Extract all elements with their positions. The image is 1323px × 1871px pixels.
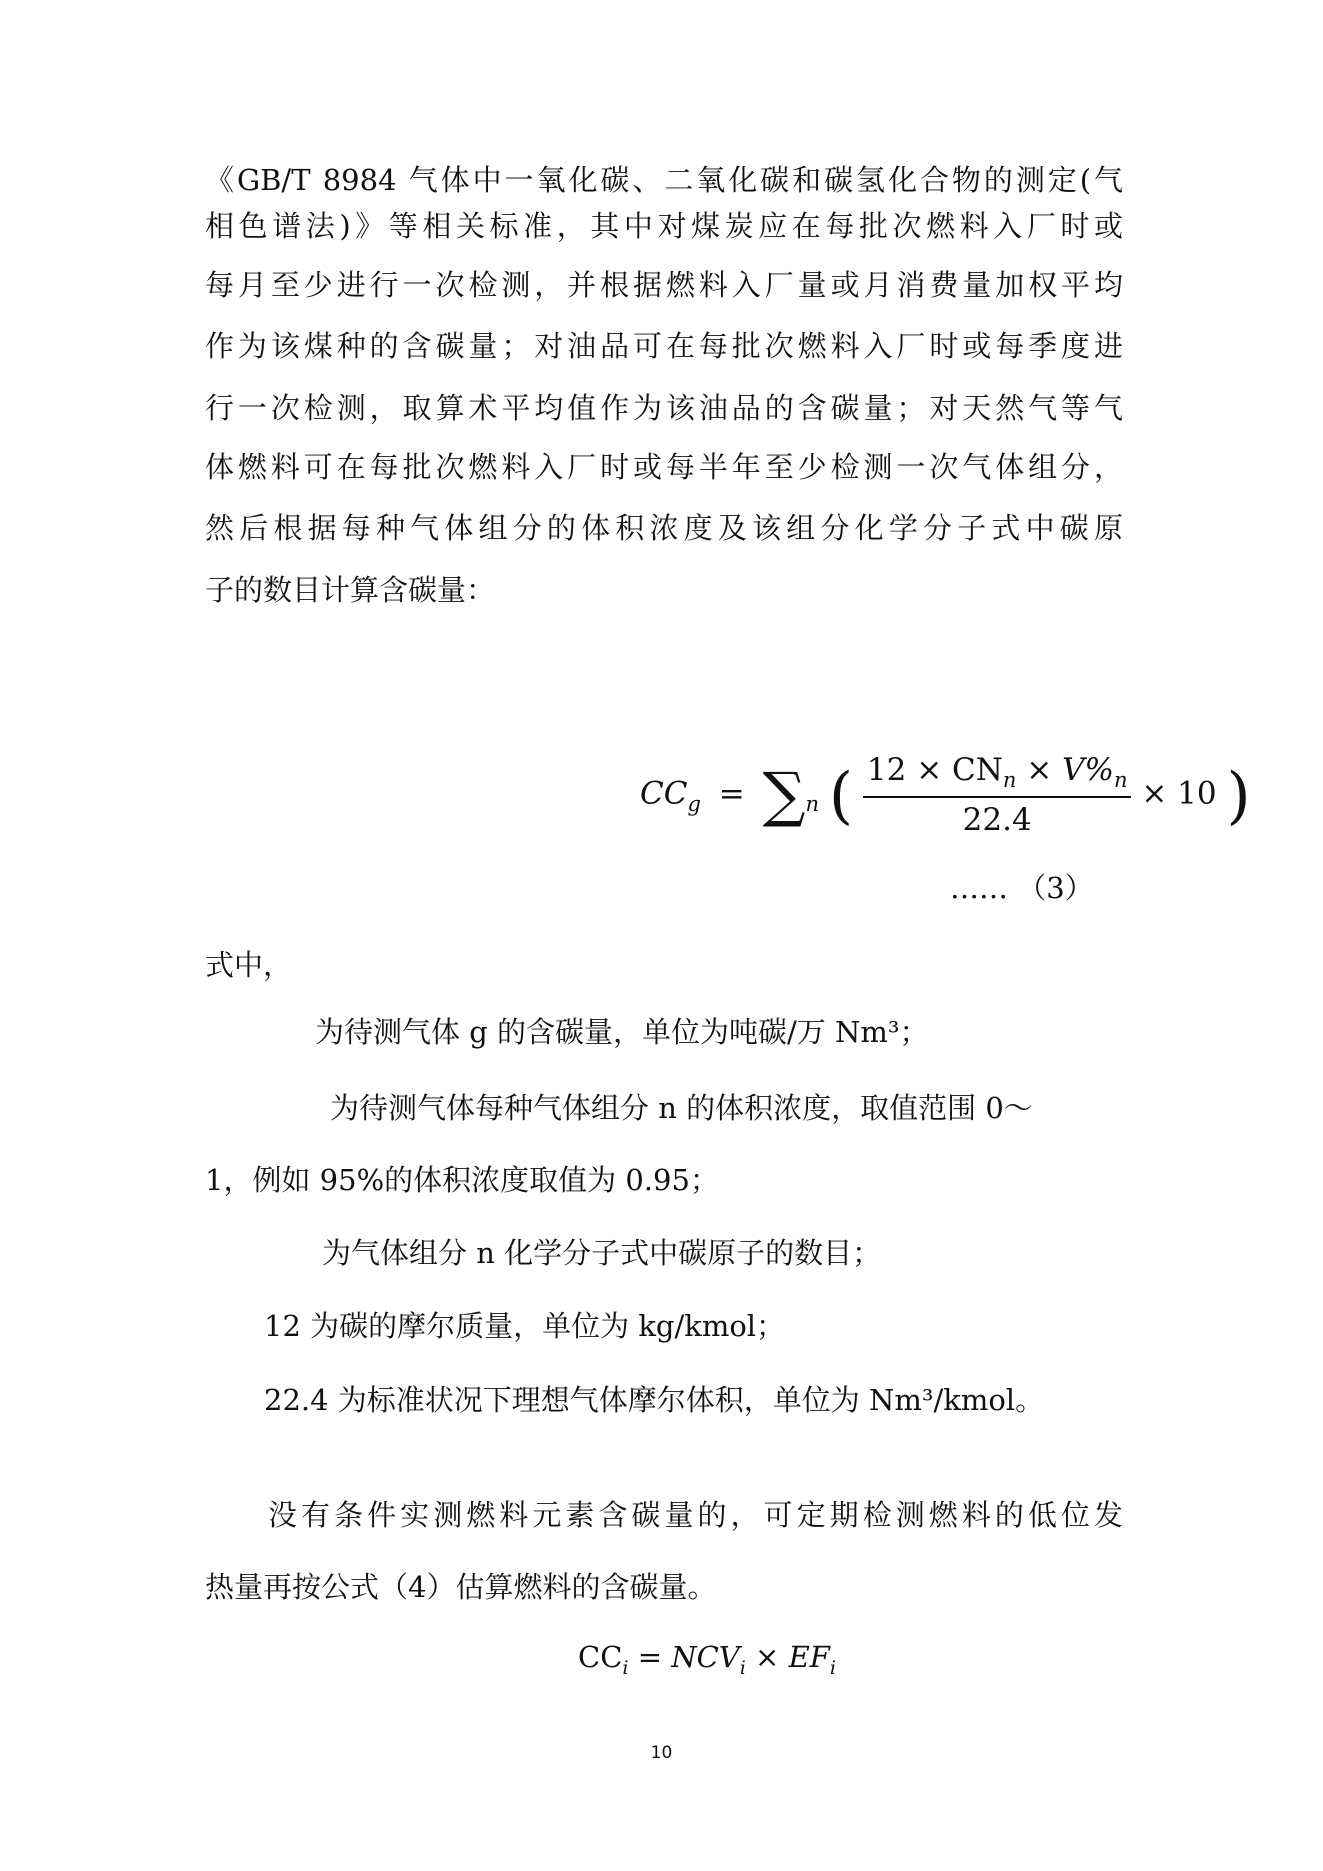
formula3-lhs: CC	[640, 775, 688, 812]
paragraph1-line-7: 然后根据每种气体组分的体积浓度及该组分化学分子式中碳原	[205, 511, 1123, 545]
paragraph2-line-1: 没有条件实测燃料元素含碳量的，可定期检测燃料的低位发	[268, 1498, 1123, 1532]
definition-5: 22.4 为标准状况下理想气体摩尔体积，单位为 Nm³/kmol。	[264, 1383, 1045, 1417]
page-number: 10	[650, 1743, 673, 1763]
paragraph1-line-4: 作为该煤种的含碳量；对油品可在每批次燃料入厂时或每季度进	[205, 329, 1123, 363]
sum-symbol: ∑	[762, 760, 806, 831]
paragraph1-line-8: 子的数目计算含碳量：	[205, 573, 496, 607]
definition-3: 为气体组分 n 化学分子式中碳原子的数目；	[322, 1236, 882, 1270]
formula-4: $CC_i = NCV_i \times EF_i$	[578, 1640, 836, 1679]
definition-1: 为待测气体 g 的含碳量，单位为吨碳/万 Nm³；	[315, 1015, 929, 1049]
paragraph1-line-6: 体燃料可在每批次燃料入厂时或每半年至少检测一次气体组分，	[205, 450, 1123, 484]
formula3-fraction: $\frac{12 \times CN_n \times V\%_n}{22.4}$	[863, 752, 1132, 838]
where-label: 式中，	[205, 948, 293, 982]
definition-2-cont: 1，例如 95%的体积浓度取值为 0.95；	[205, 1163, 719, 1197]
paragraph1-line-3: 每月至少进行一次检测，并根据燃料入厂量或月消费量加权平均	[205, 268, 1123, 302]
formula-3: $CC_g = \sum_n$ ( $\frac{12 \times CN_n \times V\%_n}{22.4}$ × 10 )	[640, 752, 1251, 839]
paragraph2-line-2: 热量再按公式（4）估算燃料的含碳量。	[205, 1570, 717, 1604]
definition-2: 为待测气体每种气体组分 n 的体积浓度，取值范围 0～	[330, 1091, 1033, 1125]
formula3-number: …… （3）	[950, 871, 1094, 905]
paragraph1-line-1: 《GB/T 8984 气体中一氧化碳、二氧化碳和碳氢化合物的测定(气	[205, 163, 1123, 197]
paragraph1-line-2: 相色谱法)》等相关标准，其中对煤炭应在每批次燃料入厂时或	[205, 209, 1123, 243]
definition-4: 12 为碳的摩尔质量，单位为 kg/kmol；	[264, 1309, 786, 1343]
paragraph1-line-5: 行一次检测，取算术平均值作为该油品的含碳量；对天然气等气	[205, 391, 1123, 425]
